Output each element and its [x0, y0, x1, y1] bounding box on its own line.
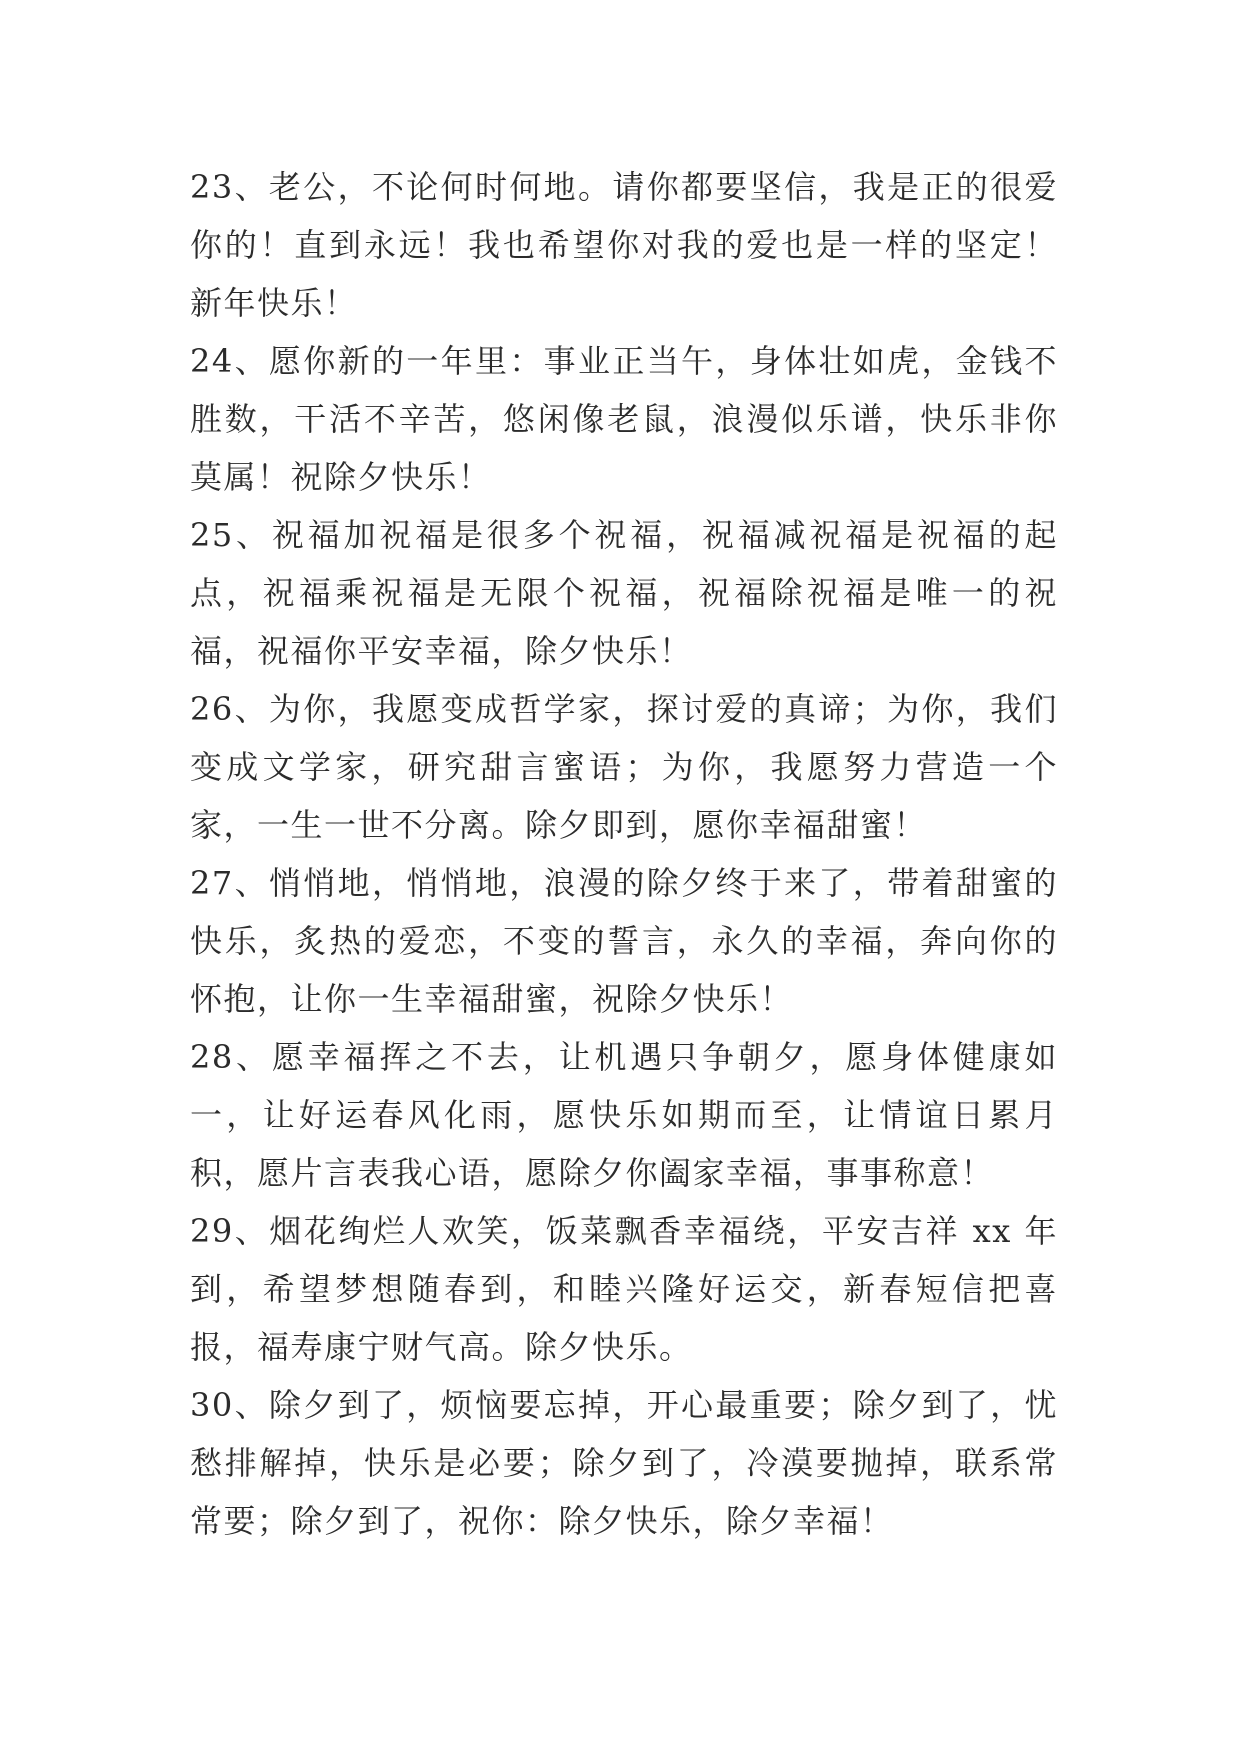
- paragraph-25: 25、祝福加祝福是很多个祝福，祝福减祝福是祝福的起点，祝福乘祝福是无限个祝福，祝福除祝福是唯一的祝福，祝福你平安幸福，除夕快乐！: [190, 516, 1058, 670]
- paragraph-26: 26、为你，我愿变成哲学家，探讨爱的真谛；为你，我们变成文学家，研究甜言蜜语；为你，我愿努力营造一个家，一生一世不分离。除夕即到，愿你幸福甜蜜！: [190, 690, 1058, 844]
- paragraph-24: 24、愿你新的一年里：事业正当午，身体壮如虎，金钱不胜数，干活不辛苦，悠闲像老鼠，浪漫似乐谱，快乐非你莫属！祝除夕快乐！: [190, 342, 1058, 496]
- document-page: [190, 158, 1058, 1550]
- paragraph-30: 30、除夕到了，烦恼要忘掉，开心最重要；除夕到了，忧愁排解掉，快乐是必要；除夕到了，冷漠要抛掉，联系常常要；除夕到了，祝你：除夕快乐，除夕幸福！: [190, 1386, 1058, 1540]
- paragraph-29: 29、烟花绚烂人欢笑，饭菜飘香幸福绕，平安吉祥 xx 年到，希望梦想随春到，和睦兴隆好运交，新春短信把喜报，福寿康宁财气高。除夕快乐。: [190, 1212, 1058, 1366]
- paragraph-23: 23、老公，不论何时何地。请你都要坚信，我是正的很爱你的！直到永远！我也希望你对我的爱也是一样的坚定！新年快乐！: [190, 168, 1058, 322]
- paragraph-28: 28、愿幸福挥之不去，让机遇只争朝夕，愿身体健康如一，让好运春风化雨，愿快乐如期而至，让情谊日累月积，愿片言表我心语，愿除夕你阖家幸福，事事称意！: [190, 1038, 1058, 1192]
- paragraph-27: 27、悄悄地，悄悄地，浪漫的除夕终于来了，带着甜蜜的快乐，炙热的爱恋，不变的誓言，永久的幸福，奔向你的怀抱，让你一生幸福甜蜜，祝除夕快乐！: [190, 864, 1058, 1018]
